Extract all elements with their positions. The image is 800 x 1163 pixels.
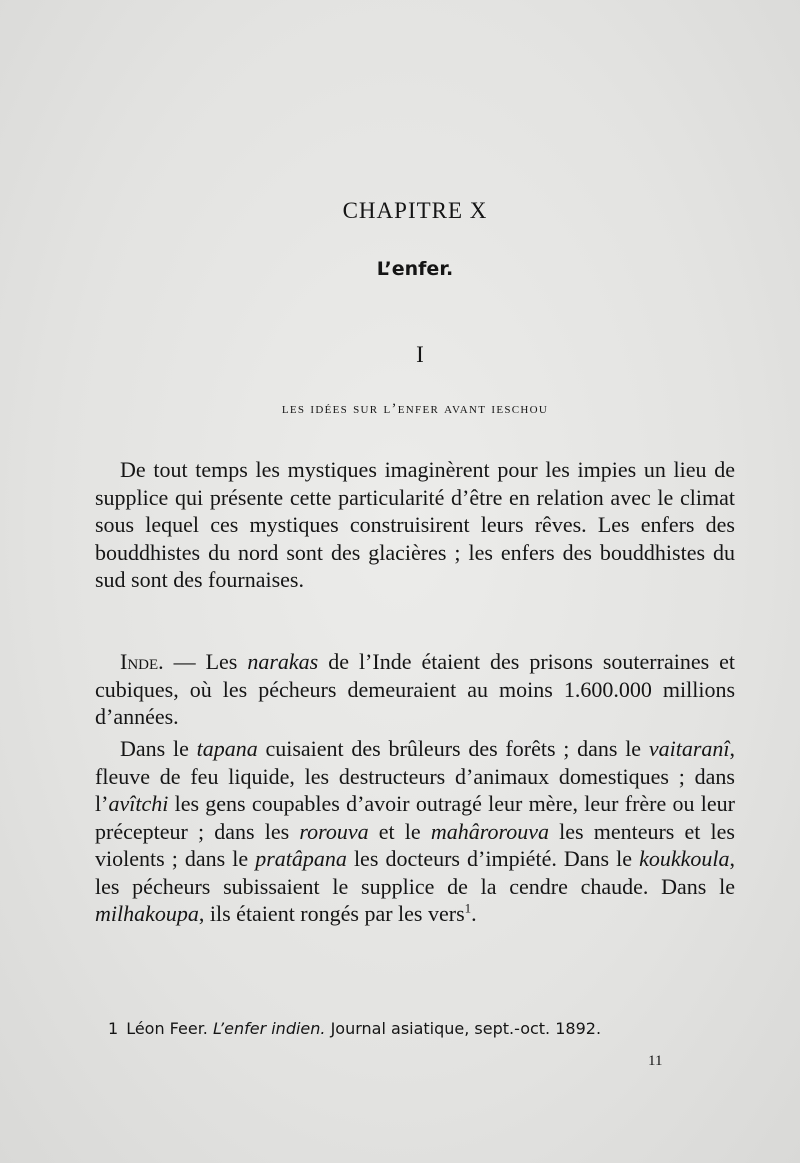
paragraph-2 xyxy=(95,648,735,731)
italic-term: rorouva xyxy=(299,818,369,844)
italic-term: avîtchi xyxy=(108,791,169,816)
paragraph-3 xyxy=(95,735,735,928)
text-run: Dans le xyxy=(120,736,197,761)
text-run: et le xyxy=(368,818,431,844)
italic-term: milhakoupa xyxy=(95,901,199,926)
text-run: cuisaient des brûleurs des forêts ; dans le xyxy=(257,736,649,761)
chapter-title: CHAPITRE X xyxy=(342,198,488,223)
paragraph-1-text: De tout temps les mystiques imaginèrent pour les impies un lieu de supplice qui présente cette particularité d’être en relation avec le climat sous lequel ces mystiques construisirent leurs rêves. Les enfers des bouddhistes du nord sont des glacières ; les enfers des bouddhistes du sud sont des fournaises. xyxy=(95,457,735,592)
italic-term: vaitaranî xyxy=(648,736,730,761)
italic-term: koukkoula xyxy=(639,846,730,871)
text-run: les gens coupables d’avoir outragé leur mère, leur frère ou leur précepteur ; dans les xyxy=(95,791,735,844)
footnote xyxy=(108,1019,601,1038)
text-run: , ils étaient rongés par les vers xyxy=(198,901,465,926)
paragraph-1 xyxy=(95,456,735,594)
page-number: 11 xyxy=(648,1053,663,1069)
text-run: , fleuve de feu liquide, les destructeurs d’animaux domestiques ; dans l’ xyxy=(95,736,735,816)
footnote-mark: 1 xyxy=(108,1019,119,1038)
text-run: de l’Inde étaient des prisons souterraines et cubiques, où les pécheurs demeuraient au moins 1.600.000 millions d’années. xyxy=(95,649,736,729)
paragraph-3-text xyxy=(95,735,735,928)
chapter-subtitle: L’enfer. xyxy=(376,258,454,280)
italic-term: tapana xyxy=(196,736,258,761)
text-run: les docteurs d’impiété. Dans le xyxy=(346,846,640,871)
italic-term: mahârorouva xyxy=(430,818,549,844)
text-run: — Les xyxy=(163,649,248,674)
footnote-source: Journal asiatique, sept.-oct. 1892. xyxy=(325,1019,602,1038)
text-run: les menteurs et les violents ; dans le xyxy=(95,818,735,871)
section-number: I xyxy=(416,342,424,367)
text-run: , les pécheurs subissaient le supplice de la cendre chaude. Dans le xyxy=(95,846,735,899)
italic-term: narakas xyxy=(247,649,319,674)
footnote-reference[interactable]: 1 xyxy=(464,900,472,916)
text-run: . xyxy=(471,901,477,926)
section-heading: les idées sur l’enfer avant ieschou xyxy=(281,401,549,417)
italic-term: pratâpana xyxy=(255,846,347,871)
footnote-author: Léon Feer. xyxy=(126,1019,213,1038)
paragraph-2-text xyxy=(95,648,735,731)
region-label: Inde. xyxy=(120,649,164,674)
footnote-work: L’enfer indien. xyxy=(212,1019,326,1038)
